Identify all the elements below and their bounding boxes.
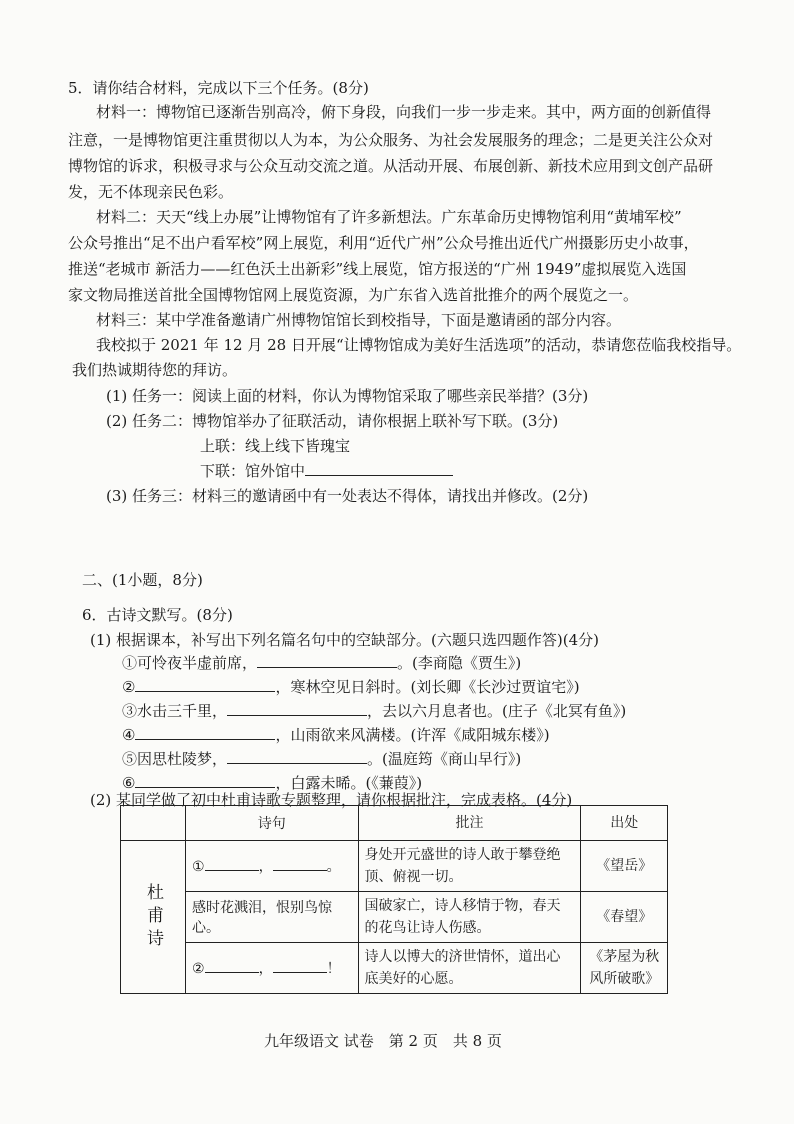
upper-couplet: 上联：线上线下皆瑰宝 (200, 437, 351, 455)
fill-item: ③水击三千里， ，去以六月息者也。(庄子《北冥有鱼》) (122, 702, 627, 720)
header-poem: 诗句 (186, 806, 359, 841)
source-cell: 《望岳》 (581, 841, 668, 892)
fill-item: ⑥ ，白露未晞。(《蒹葭》) (122, 774, 423, 792)
side-label: 杜甫诗 (121, 841, 186, 994)
answer-blank[interactable] (205, 958, 259, 973)
answer-blank[interactable] (205, 856, 259, 871)
header-note: 批注 (358, 806, 581, 841)
answer-blank[interactable] (273, 958, 327, 973)
m1-line: 材料一：博物馆已逐渐告别高冷，俯下身段，向我们一步一步走来。其中，两方面的创新值得 (96, 103, 712, 121)
du-fu-table (120, 805, 668, 994)
m3-line: 我们热诚期待您的拜访。 (72, 361, 238, 379)
section-2-heading: 二、(1小题，8分) (82, 571, 203, 589)
fill-item: ①可怜夜半虚前席， 。(李商隐《贾生》) (122, 654, 522, 672)
note-cell: 国破家亡，诗人移情于物，春天的花鸟让诗人伤感。 (358, 892, 581, 943)
q6-title: 6．古诗文默写。(8分) (82, 606, 233, 624)
fill-item: ④ ，山雨欲来风满楼。(许浑《咸阳城东楼》) (122, 726, 550, 744)
m2-line: 家文物局推送首批全国博物馆网上展览资源，为广东省入选首批推介的两个展览之一。 (68, 286, 639, 304)
poem-cell: 感时花溅泪，恨别鸟惊心。 (186, 892, 359, 943)
m2-line: 推送“老城市 新活力——红色沃土出新彩”线上展览，馆方报送的“广州 1949”虚拟展览入选国 (68, 260, 687, 278)
task-3: (3) 任务三：材料三的邀请函中有一处表达不得体，请找出并修改。(2分) (106, 487, 589, 505)
q5-title: 5．请你结合材料，完成以下三个任务。(8分) (68, 79, 369, 97)
note-cell: 身处开元盛世的诗人敢于攀登绝顶、俯视一切。 (358, 841, 581, 892)
answer-blank[interactable] (257, 653, 397, 668)
m2-line: 公众号推出“足不出户看军校”网上展览，利用“近代广州”公众号推出近代广州摄影历史小故事， (68, 234, 699, 252)
answer-blank[interactable] (135, 773, 275, 788)
answer-blank[interactable] (227, 701, 367, 716)
q6-part1: (1) 根据课本，补写出下列名篇名句中的空缺部分。(六题只选四题作答)(4分) (90, 631, 599, 649)
answer-blank[interactable] (305, 461, 453, 476)
source-cell: 《茅屋为秋风所破歌》 (581, 943, 668, 994)
answer-blank[interactable] (273, 856, 327, 871)
note-cell: 诗人以博大的济世情怀，道出心底美好的心愿。 (358, 943, 581, 994)
m3-line: 我校拟于 2021 年 12 月 28 日开展“让博物馆成为美好生活选项”的活动，恭请您莅临我校指导。 (96, 336, 742, 354)
task-2: (2) 任务二：博物馆举办了征联活动，请你根据上联补写下联。(3分) (106, 412, 559, 430)
table-header-row (121, 806, 668, 841)
table-row (121, 841, 668, 892)
fill-item: ② ，寒林空见日斜时。(刘长卿《长沙过贾谊宅》) (122, 678, 580, 696)
fill-item: ⑤因思杜陵梦， 。(温庭筠《商山早行》) (122, 750, 522, 768)
answer-blank[interactable] (135, 677, 275, 692)
m1-line: 发，无不体现亲民色彩。 (68, 183, 234, 201)
task-1: (1) 任务一：阅读上面的材料，你认为博物馆采取了哪些亲民举措？(3分) (106, 387, 589, 405)
lower-couplet-row (200, 461, 453, 481)
poem-cell: ① ， 。 (186, 841, 359, 892)
answer-blank[interactable] (227, 749, 367, 764)
m1-line: 博物馆的诉求，积极寻求与公众互动交流之道。从活动开展、布展创新、新技术应用到文创产品研 (68, 157, 714, 175)
m1-line: 注意，一是博物馆更注重贯彻以人为本，为公众服务、为社会发展服务的理念；二是更关注公众对 (68, 131, 714, 149)
source-cell: 《春望》 (581, 892, 668, 943)
q6-part2: (2) 某同学做了初中杜甫诗歌专题整理，请你根据批注，完成表格。(4分) (90, 791, 573, 809)
header-source: 出处 (581, 806, 668, 841)
page-footer: 九年级语文 试卷 第 2 页 共 8 页 (264, 1032, 502, 1050)
lower-couplet: 下联：馆外馆中 (200, 462, 306, 480)
m2-line: 材料二：天天“线上办展”让博物馆有了许多新想法。广东革命历史博物馆利用“黄埔军校” (96, 208, 682, 226)
table-row (121, 943, 668, 994)
m3-line: 材料三：某中学准备邀请广州博物馆馆长到校指导，下面是邀请函的部分内容。 (96, 311, 622, 329)
table-row (121, 892, 668, 943)
answer-blank[interactable] (135, 725, 275, 740)
poem-cell: ② ， ！ (186, 943, 359, 994)
